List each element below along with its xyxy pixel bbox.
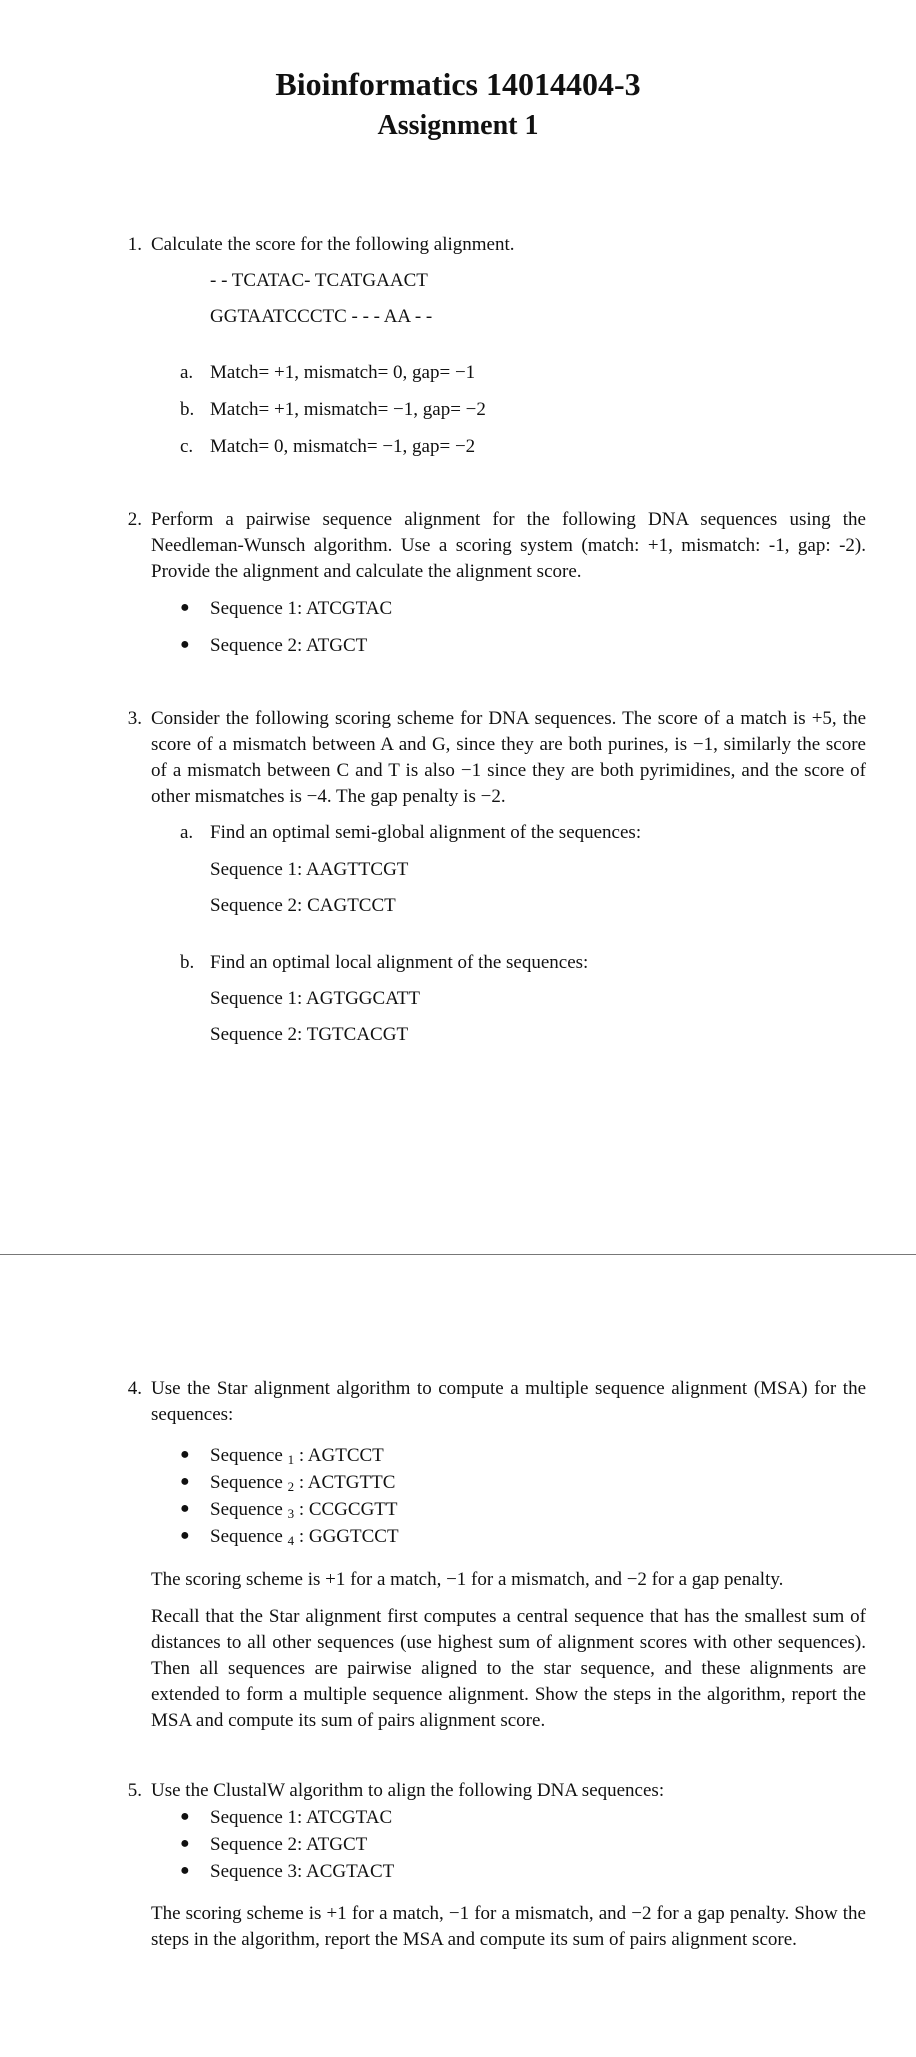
q5-sequence-2: Sequence 2: ATGCT (210, 1834, 368, 1855)
bullet-icon: ● (180, 1527, 190, 1544)
document-subtitle: Assignment 1 (377, 110, 539, 141)
q4-scoring: The scoring scheme is +1 for a match, −1 for a mismatch, and −2 for a gap penalty. (151, 1569, 784, 1590)
q1-number: 1. (127, 234, 142, 255)
q5-number: 5. (127, 1780, 142, 1801)
q5-text: Use the ClustalW algorithm to align the following DNA sequences: (151, 1780, 665, 1801)
document-title: Bioinformatics 14014404-3 (275, 66, 641, 102)
q1-part-b-label: b. (180, 399, 195, 420)
bullet-icon: ● (180, 1808, 190, 1825)
q3-part-a-label: a. (180, 822, 194, 843)
page-divider (0, 1254, 916, 1255)
bullet-icon: ● (180, 599, 190, 616)
q4-number: 4. (127, 1378, 142, 1399)
bullet-icon: ● (180, 1446, 190, 1463)
q1-part-c-text: Match= 0, mismatch= −1, gap= −2 (210, 436, 476, 457)
q1-part-c-label: c. (180, 436, 194, 457)
q3-part-a-sequence-1: Sequence 1: AAGTTCGT (210, 859, 409, 880)
q5-sequence-3: Sequence 3: ACGTACT (210, 1861, 395, 1882)
q2-number: 2. (127, 509, 142, 530)
q5-sequence-1: Sequence 1: ATCGTAC (210, 1807, 393, 1828)
q1-part-a-text: Match= +1, mismatch= 0, gap= −1 (210, 362, 476, 383)
q4-sequence-4: Sequence $_4$ : GGGTCCT (210, 1526, 399, 1548)
q4-text: Use the Star alignment algorithm to compute a multiple sequence alignment (MSA) for the sequences: (151, 1378, 866, 1425)
bullet-icon: ● (180, 1473, 190, 1490)
q4-sequence-3: Sequence $_3$ : CCGCGTT (210, 1499, 398, 1521)
q3-text: Consider the following scoring scheme for DNA sequences. The score of a match is +5, the score of a mismatch between A and G, since they are both purines, is −1, similarly the score of a mismatch between C and T is also −1 since they are both pyrimidines, and the score of other mismatches is −4. The gap penalty is −2. (151, 708, 866, 807)
q3-number: 3. (127, 708, 142, 729)
q1-alignment-line-1: - - TCATAC- TCATGAACT (210, 270, 428, 291)
q4-sequence-1: Sequence $_1$ : AGTCCT (210, 1445, 384, 1467)
q3-part-b-sequence-1: Sequence 1: AGTGGCATT (210, 988, 421, 1009)
q3-part-b-text: Find an optimal local alignment of the sequences: (210, 952, 589, 973)
q4-recall: Recall that the Star alignment first computes a central sequence that has the smallest sum of distances to all other sequences (use highest sum of alignment scores with other sequences). Then all sequences are pairwise aligned to the star sequence, and these alignments are extended to form a multiple sequence alignment. Show the steps in the algorithm, report the MSA and compute its sum of pairs alignment score. (151, 1606, 866, 1731)
q3-part-b-sequence-2: Sequence 2: TGTCACGT (210, 1024, 409, 1045)
bullet-icon: ● (180, 1500, 190, 1517)
q1-text: Calculate the score for the following alignment. (151, 234, 515, 255)
q1-part-b-text: Match= +1, mismatch= −1, gap= −2 (210, 399, 486, 420)
q4-sequence-2: Sequence $_2$ : ACTGTTC (210, 1472, 396, 1494)
q2-text: Perform a pairwise sequence alignment for the following DNA sequences using the Needleman-Wunsch algorithm. Use a scoring system (match: +1, mismatch: -1, gap: -2). Provide the alignment and calculate the alignment score. (151, 509, 866, 582)
bullet-icon: ● (180, 1835, 190, 1852)
q5-scoring: The scoring scheme is +1 for a match, −1 for a mismatch, and −2 for a gap penalty. Show the steps in the algorithm, report the MSA and compute its sum of pairs alignment score. (151, 1903, 866, 1950)
bullet-icon: ● (180, 636, 190, 653)
q1-part-a-label: a. (180, 362, 194, 383)
q3-part-a-text: Find an optimal semi-global alignment of the sequences: (210, 822, 642, 843)
q3-part-a-sequence-2: Sequence 2: CAGTCCT (210, 895, 396, 916)
bullet-icon: ● (180, 1862, 190, 1879)
q2-sequence-1: Sequence 1: ATCGTAC (210, 598, 393, 619)
q1-alignment-line-2: GGTAATCCCTC - - - AA - - (210, 306, 433, 327)
q2-sequence-2: Sequence 2: ATGCT (210, 635, 368, 656)
q3-part-b-label: b. (180, 952, 195, 973)
